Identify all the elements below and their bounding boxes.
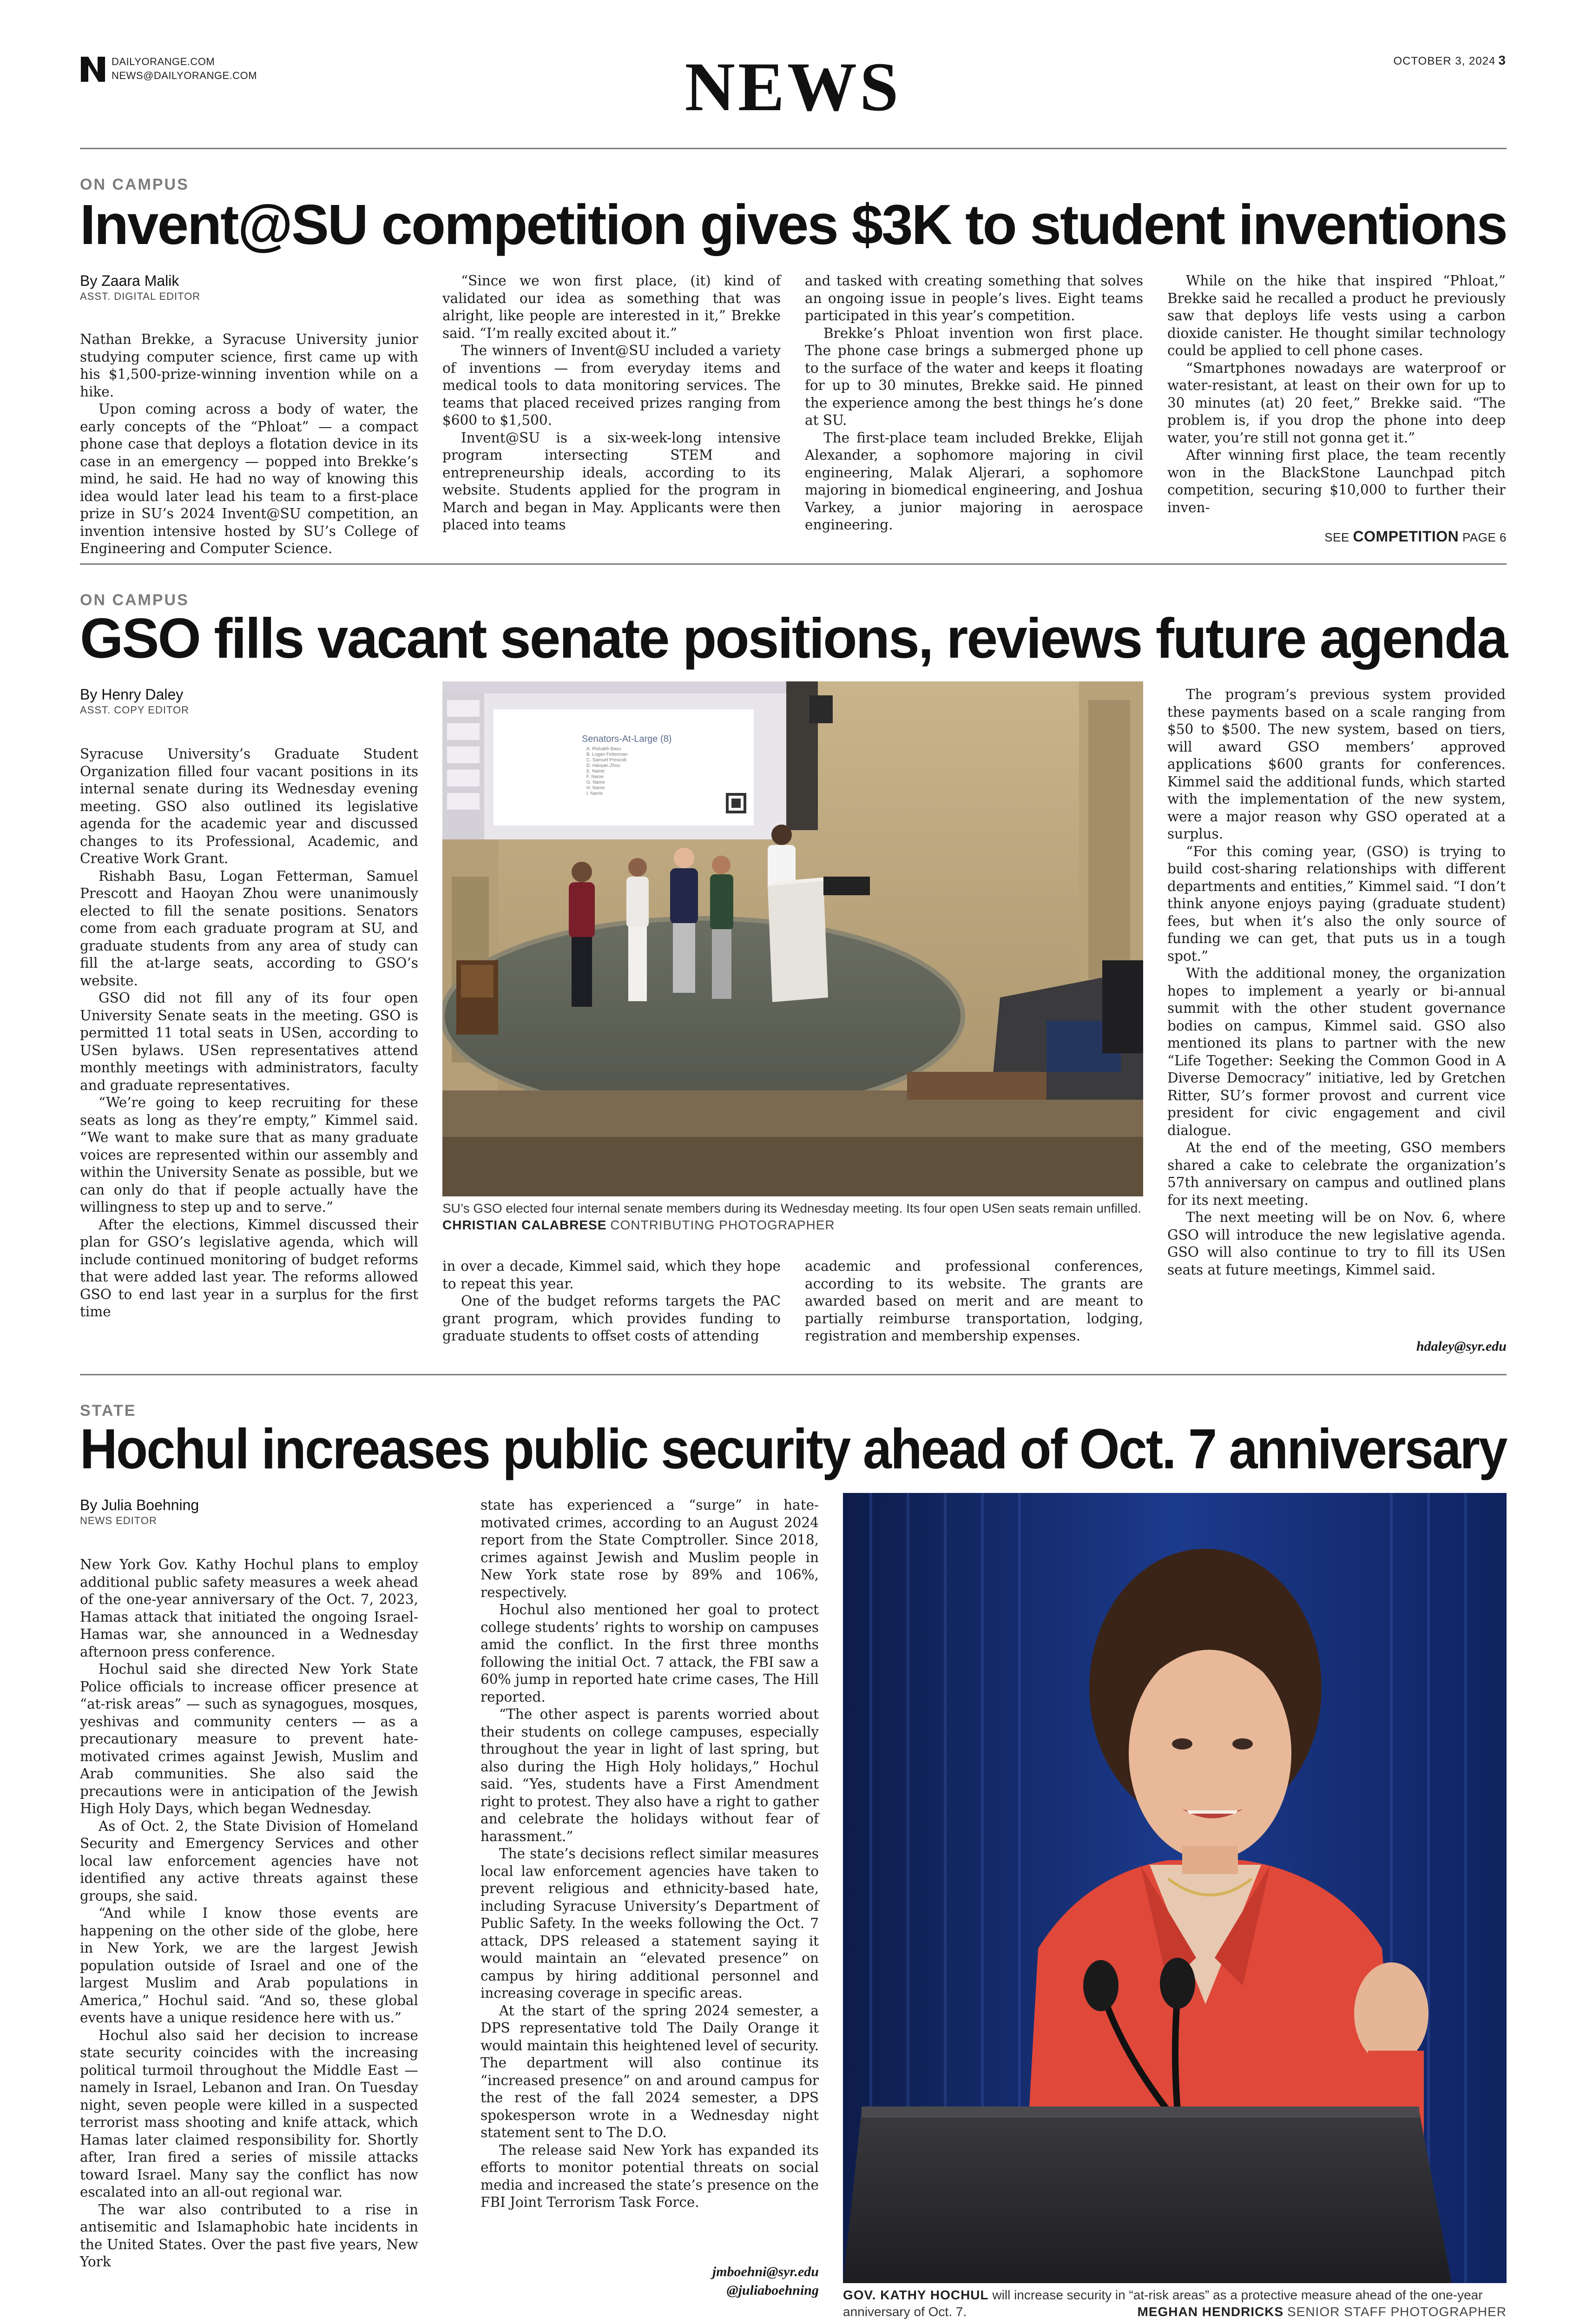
slide-item: E. Name [586,769,605,774]
story1-column-4 [1167,272,1506,516]
story2-kicker: ON CAMPUS [80,591,189,609]
paragraph: “For this coming year, (GSO) is trying to build cost-sharing relationships with different departments and entities,” Kimmel said. “I don’t think anyone enjoys paying (graduate student) fees, but when it’s also the only source of funding we can get, that puts us in a tough spot.” [1167,843,1506,964]
story3-byline-block [80,1497,199,1527]
story1-column-2 [442,272,781,534]
paragraph: Hochul also mentioned her goal to protect college students’ rights to worship on campuses amid the conflict. In the first three months following the initial Oct. 7 attack, the FBI saw a 60% jump in reported hate crime cases, The Hill reported. [480,1602,819,1705]
paragraph: The war also contributed to a rise in antisemitic and Islamaphobic hate incidents in the United States. Over the past five years, New York [80,2201,418,2270]
slide-item: I. Name [586,791,603,796]
paragraph: in over a decade, Kimmel said, which they hope to repeat this year. [442,1258,781,1292]
paragraph: Hochul said she directed New York State Police officials to increase officer presence at “at-risk areas” — such as synagogues, mosques, yeshivas and community centers — as a precautionary measure to prevent hate-motivated crimes against Jewish, Muslim and Arab communities. She also said the precautions were in anticipation of the Jewish High Holy Days, which began Wednesday. [80,1661,418,1816]
paragraph: academic and professional conferences, according to its website. The grants are awarded based on merit and are meant to partially reimburse transportation, lodging, registration and membership expenses. [805,1258,1143,1344]
slide-item: F. Name [586,774,604,779]
story3-column-1 [80,1556,418,2271]
podium [843,2111,1452,2283]
hochul-photo-caption [843,2287,1507,2320]
story3-byline-title: NEWS EDITOR [80,1515,157,1526]
paragraph: “Smartphones nowadays are waterproof or water-resistant, at least on their own for up to 30 minutes (at) 20 feet,” Brekke said. “The problem is, if you drop the phone into deep water, you’re still not gonna get it.” [1167,360,1506,446]
story3-signoff [480,2263,819,2300]
date-text: OCTOBER 3, 2024 [1393,55,1496,67]
paragraph: As of Oct. 2, the State Division of Homeland Security and Emergency Services and other local law enforcement agencies have not identified any active threats against these groups, she said. [80,1818,418,1904]
story1-column-3 [805,272,1143,534]
story2-column-4 [1167,686,1506,1279]
story-divider [80,563,1507,565]
photo-credit-name: MEGHAN HENDRICKS [1137,2304,1284,2319]
paragraph: At the start of the spring 2024 semester, a DPS representative told The Daily Orange it would maintain this heightened level of security. The department will also continue its “increased presence” on and around campus for the rest of the fall 2024 semester, a DPS spokesperson wrote in a Wednesday night statement sent to The D.O. [480,2002,819,2140]
signoff-email[interactable]: jmboehni@syr.edu [712,2264,819,2279]
paragraph: “Since we won first place, (it) kind of validated our idea as something that was alright, like people are interested in it,” Brekke said. “I’m really excited about it.” [442,273,781,341]
jump-word: COMPETITION [1353,528,1459,545]
story1-byline-title: ASST. DIGITAL EDITOR [80,290,201,302]
story1-byline: By Zaara Malik [80,272,179,289]
paragraph: The release said New York has expanded its efforts to monitor potential threats on social media and increased the state’s presence on the FBI Joint Terrorism Task Force. [480,2142,819,2210]
paragraph: Invent@SU is a six-week-long intensive program intersecting STEM and entrepreneurship ideals, according to its website. Students applied for the program in March and began in May. Applicants were then placed into teams [442,429,781,533]
story1-jump-line[interactable] [1324,528,1507,545]
paragraph: After winning first place, the team recently won in the BlackStone Launchpad pitch competition, securing $10,000 to further their inven- [1167,447,1506,515]
story1-kicker: ON CAMPUS [80,176,189,193]
photo-credit-name: CHRISTIAN CALABRESE [442,1218,607,1232]
jump-page: PAGE 6 [1462,530,1507,544]
story3-byline: By Julia Boehning [80,1497,199,1513]
paragraph: “The other aspect is parents worried about their students on college campuses, especially throughout the year in light of last spring, but also during the High Holy holidays,” Hochul said. “Yes, students have a First Amendment right to protest. They also have a right to gather and celebrate the holidays without fear of harassment.” [480,1706,819,1844]
slide-item: A. Rishabh Basu [586,746,621,752]
paragraph: Hochul also said her decision to increase state security coincides with the increasing political turmoil throughout the Middle East — namely in Israel, Lebanon and Iran. On Tuesday night, seven people were killed in a suspected terrorist mass shooting and knife attack, which Hamas later claimed responsibility for. Shortly after, Iran fired a series of missile attacks toward Israel. Many say the conflict has now escalated into an all-out regional war. [80,2027,418,2200]
story3-headline: Hochul increases public security ahead of Oct. 7 anniversary [80,1417,1507,1480]
paragraph: state has experienced a “surge” in hate-motivated crimes, according to an August 2024 report from the State Comptroller. Since 2018, crimes against Jewish and Muslim people in New York state rose by 89% and 106%, respectively. [480,1497,819,1600]
story2-signoff[interactable]: hdaley@syr.edu [1416,1339,1507,1354]
story3-kicker: STATE [80,1402,137,1419]
slide-item: H. Name [586,786,605,791]
paragraph: Upon coming across a body of water, the early concepts of the “Phloat” — a compact phone case that deploys a flotation device in its case in an emergency — popped into Brekke’s mind, he said. He had no way of knowing this idea would later lead his team to a first-place prize in SU’s 2024 Invent@SU competition, an invention intensive hosted by SU’s College of Engineering and Computer Science. [80,401,418,556]
photo-credit-title: SENIOR STAFF PHOTOGRAPHER [1287,2304,1507,2319]
caption-subject: GOV. KATHY HOCHUL [843,2288,989,2302]
paragraph: and tasked with creating something that solves an ongoing issue in people’s lives. Eight teams participated in this year’s competition. [805,273,1143,324]
paragraph: After the elections, Kimmel discussed their plan for GSO’s legislative agenda, which will include continued monitoring of budget reforms that were added last year. The reforms allowed GSO to end last year in a surplus for the first time [80,1216,418,1320]
paragraph: Nathan Brekke, a Syracuse University junior studying computer science, first came up with his $1,500-prize-winning invention while on a hike. [80,331,418,400]
slide-item: D. Haoyan Zhou [586,763,620,768]
signoff-handle[interactable]: @juliaboehning [726,2283,819,2298]
story2-column-3 [805,1258,1143,1345]
gso-photo-caption [442,1200,1143,1234]
news-email[interactable]: NEWS@DAILYORANGE.COM [112,70,257,81]
story1-byline-block [80,272,200,303]
paragraph: Brekke’s Phloat invention won first place. The phone case brings a submerged phone up to the surface of the water and keeps it floating for up to 30 minutes, Brekke said. He pinned the experience among the best things he’s done at SU. [805,325,1143,428]
paragraph: At the end of the meeting, GSO members shared a cake to celebrate the organization’s 57th anniversary on campus and outlined plans for its next meeting. [1167,1140,1506,1208]
story1-column-1 [80,331,418,558]
story2-byline-title: ASST. COPY EDITOR [80,704,190,716]
caption-text: will increase security in “at-risk areas” as a protective measure ahead of the one-year anniversary of Oct. 7. [843,2288,1483,2319]
paragraph: The next meeting will be on Nov. 6, where GSO will introduce the new legislative agenda. GSO will also continue to try to fill its USen seats at future meetings, Kimmel said. [1167,1209,1506,1278]
paragraph: The winners of Invent@SU included a variety of inventions — from everyday items and medical tools to data monitoring services. The teams that placed received prizes ranging from $600 to $1,500. [442,343,781,428]
page-number: 3 [1498,53,1506,67]
gso-meeting-photo [442,681,1143,1196]
issue-date [1393,53,1506,68]
paragraph: One of the budget reforms targets the PAC grant program, which provides funding to graduate students to offset costs of attending [442,1293,781,1344]
paragraph: Rishabh Basu, Logan Fetterman, Samuel Prescott and Haoyan Zhou were unanimously elected to fill the senate positions. Senators come from each graduate program at SU, and graduate students from any area of study can fill the at-large seats, according to GSO’s website. [80,868,418,989]
paragraph: The first-place team included Brekke, Elijah Alexander, a sophomore majoring in civil engineering, Malak Aljerari, a sophomore majoring in biomedical engineering, and Joshua Varkey, a junior majoring in aerospace engineering. [805,429,1143,533]
paragraph: The state’s decisions reflect similar measures local law enforcement agencies have taken to prevent religious and ethnicity-based hate, including Syracuse University’s Department of Public Safety. In the weeks following the Oct. 7 attack, DPS released a statement saying it would maintain an “elevated presence” on campus by hiring additional personnel and increasing coverage in specific areas. [480,1846,819,2001]
paragraph: Syracuse University’s Graduate Student Organization filled four vacant positions in its internal senate during its Wednesday evening meeting. GSO also outlined its legislative agenda for the academic year and discussed changes to its Professional, Academic, and Creative Work Grant. [80,746,418,866]
slide-item: C. Samuel Prescott [586,758,627,763]
paragraph: With the additional money, the organization hopes to implement a yearly or bi-annual summit with the other student governance bodies on campus, Kimmel said. GSO also mentioned its plans to partner with the new “Life Together: Seeking the Common Good in A Diverse Democracy” initiative, led by Gretchen Ritter, SU’s former provost and current vice president for civic engagement and civil dialogue. [1167,965,1506,1138]
story3-column-2 [480,1497,819,2212]
story2-headline: GSO fills vacant senate positions, reviews future agenda [80,607,1507,670]
story2-column-1 [80,746,418,1321]
slide-title: Senators-At-Large (8) [582,734,672,744]
story1-headline: Invent@SU competition gives $3K to student inventions [80,193,1507,256]
paragraph: “And while I know those events are happening on the other side of the globe, here in New York, we are the largest Jewish population outside of Israel and one of the largest Muslim and Arab populations in America,” Hochul said. “And so, these global events have a unique residence here with us.” [80,1905,418,2026]
caption-text: SU’s GSO elected four internal senate members during its Wednesday meeting. Its four open USen seats remain unfilled. [442,1201,1141,1215]
paragraph: While on the hike that inspired “Phloat,” Brekke said he recalled a product he previously saw that deploys life vests using a carbon dioxide canister. He thought similar technology could be applied to cell phone cases. [1167,273,1506,358]
paragraph: GSO did not fill any of its four open University Senate seats in the meeting. GSO is permitted 11 total seats in USen, according to USen bylaws. USen representatives attend monthly meetings with administrators, faculty and graduate representatives. [80,990,418,1093]
section-title: NEWS [684,48,902,125]
paragraph: The program’s previous system provided these payments based on a scale ranging from $50 to $500. The new system, based on tiers, will award GSO members’ approved applications $600 grants for conferences. Kimmel said the additional funds, which started with the implementation of the new system, were a major reason why GSO operated at a surplus. [1167,687,1506,842]
story2-column-2 [442,1258,781,1345]
slide-item: G. Name [586,780,605,785]
story2-byline: By Henry Daley [80,686,184,703]
photo-credit-title: CONTRIBUTING PHOTOGRAPHER [610,1218,835,1232]
story2-byline-block [80,686,189,716]
lectern [768,881,828,1002]
site-url[interactable]: DAILYORANGE.COM [112,56,215,67]
slide-item: B. Logan Fetterman [586,752,628,757]
paragraph: “We’re going to keep recruiting for these seats as long as they’re empty,” Kimmel said. “We want to make sure that as many graduate voices are represented within our assembly and within the University Senate as possible, but we can only do that if people actually have the willingness to step up and to serve.” [80,1095,418,1215]
jump-see: SEE [1324,530,1349,544]
paragraph: New York Gov. Kathy Hochul plans to employ additional public safety measures a week ahead of the one-year anniversary of the Oct. 7, 2023, Hamas attack that initiated the ongoing Israel-Hamas war, she announced in a Wednesday afternoon press conference. [80,1557,418,1660]
story-divider [80,1374,1507,1375]
masthead-rule [80,148,1507,149]
hochul-photo [843,1493,1507,2283]
